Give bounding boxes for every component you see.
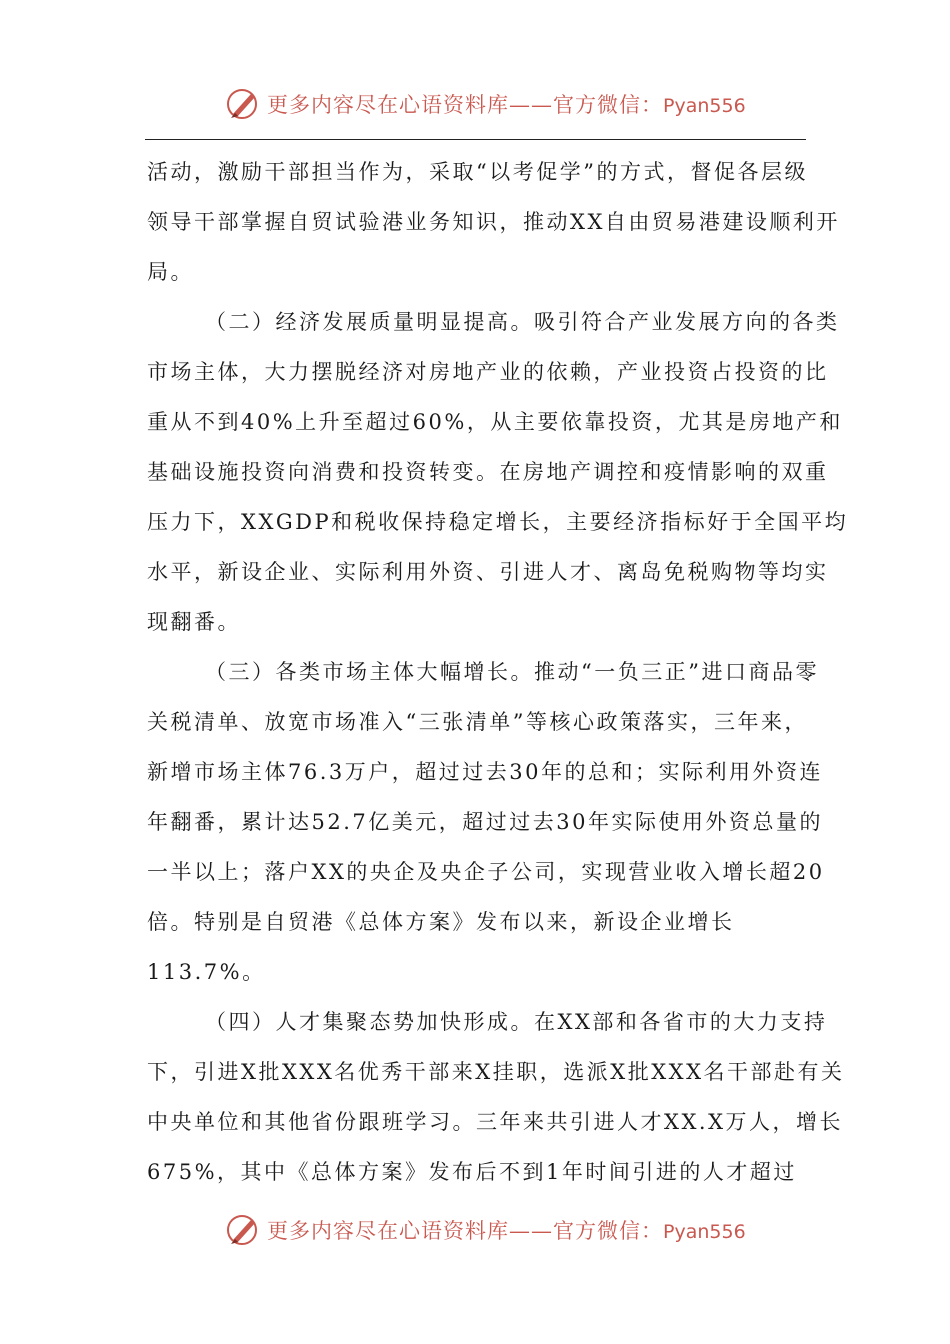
text-line: 压力下，XXGDP和税收保持稳定增长，主要经济指标好于全国平均 xyxy=(147,510,849,534)
text-line: 重从不到40%上升至超过60%，从主要依靠投资，尤其是房地产和 xyxy=(147,410,843,434)
header-divider xyxy=(145,139,806,140)
text-line: 一半以上；落户XX的央企及央企子公司，实现营业收入增长超20 xyxy=(147,860,825,884)
text-line: 倍。特别是自贸港《总体方案》发布以来，新设企业增长 xyxy=(147,910,735,934)
text-line: 活动，激励干部担当作为，采取“以考促学”的方式，督促各层级 xyxy=(147,160,808,184)
text-line: 现翻番。 xyxy=(147,610,241,634)
text-line: 领导干部掌握自贸试验港业务知识，推动XX自由贸易港建设顺利开 xyxy=(147,210,840,234)
wechat-id: Pyan556 xyxy=(663,95,746,117)
header-banner xyxy=(225,84,745,124)
footer-banner xyxy=(225,1210,745,1250)
text-line: （四）人才集聚态势加快形成。在XX部和各省市的大力支持 xyxy=(205,1010,828,1034)
document-body xyxy=(147,147,849,1197)
text-line: （三）各类市场主体大幅增长。推动“一负三正”进口商品零 xyxy=(205,660,819,684)
text-line: 局。 xyxy=(147,260,194,284)
pen-circle-icon xyxy=(225,86,261,122)
text-line: 中央单位和其他省份跟班学习。三年来共引进人才XX.X万人，增长 xyxy=(147,1110,844,1134)
wechat-id: Pyan556 xyxy=(663,1221,746,1243)
text-line: 市场主体，大力摆脱经济对房地产业的依赖，产业投资占投资的比 xyxy=(147,360,829,384)
pen-circle-icon xyxy=(225,1212,261,1248)
header-banner-text: 更多内容尽在心语资料库——官方微信：Pyan556 xyxy=(267,93,746,117)
text-line: 年翻番，累计达52.7亿美元，超过过去30年实际使用外资总量的 xyxy=(147,810,823,834)
text-line: 675%，其中《总体方案》发布后不到1年时间引进的人才超过 xyxy=(147,1160,797,1184)
text-line: 关税清单、放宽市场准入“三张清单”等核心政策落实，三年来， xyxy=(147,710,808,734)
text-line: 水平，新设企业、实际利用外资、引进人才、离岛免税购物等均实 xyxy=(147,560,829,584)
text-line: 基础设施投资向消费和投资转变。在房地产调控和疫情影响的双重 xyxy=(147,460,829,484)
text-line: 新增市场主体76.3万户，超过过去30年的总和；实际利用外资连 xyxy=(147,760,823,784)
text-line: 113.7%。 xyxy=(147,960,266,984)
text-line: （二）经济发展质量明显提高。吸引符合产业发展方向的各类 xyxy=(205,310,840,334)
footer-banner-text: 更多内容尽在心语资料库——官方微信：Pyan556 xyxy=(267,1219,746,1243)
text-line: 下，引进X批XXX名优秀干部来X挂职，选派X批XXX名干部赴有关 xyxy=(147,1060,845,1084)
